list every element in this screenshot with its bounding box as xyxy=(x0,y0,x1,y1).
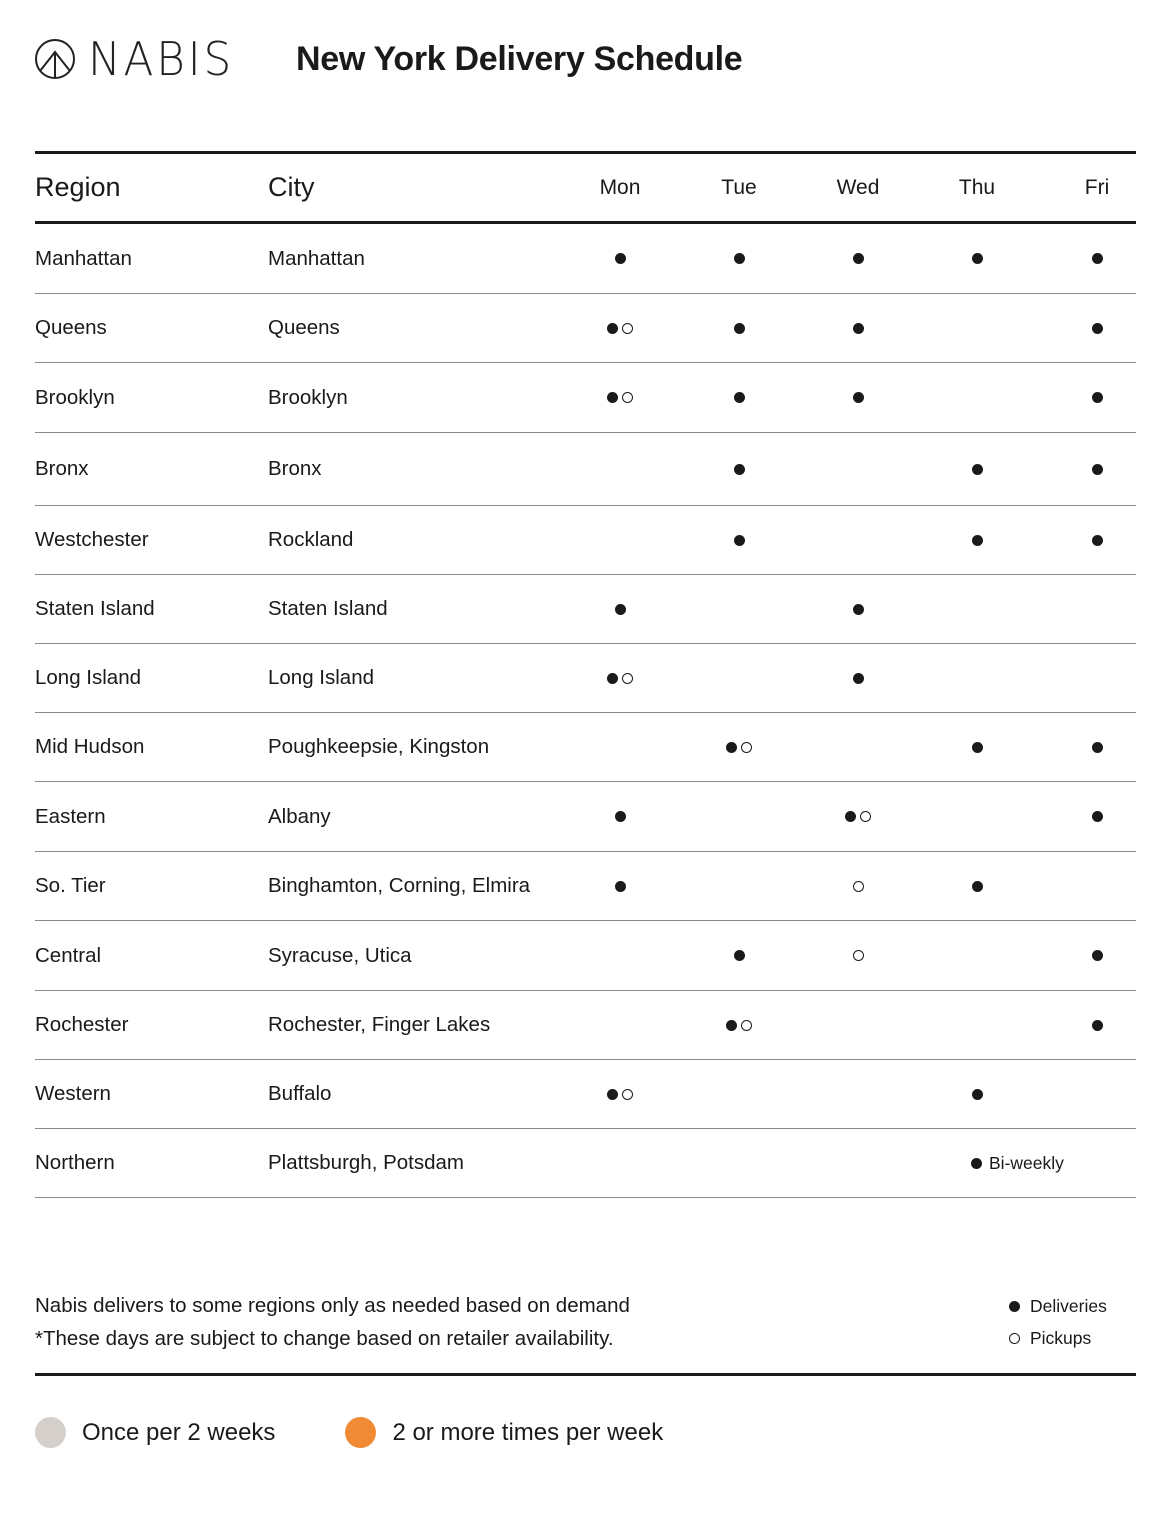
day-cell-mon xyxy=(580,644,660,712)
region-cell: Central xyxy=(35,943,102,967)
day-cell-tue xyxy=(699,713,779,781)
region-cell: Queens xyxy=(35,316,107,339)
delivery-dot-icon xyxy=(1092,392,1103,403)
delivery-dot-icon xyxy=(1092,950,1103,961)
day-cell-fri xyxy=(1057,991,1137,1059)
delivery-dot-icon xyxy=(734,323,745,334)
day-cell-thu xyxy=(971,1129,1131,1197)
pickup-dot-icon xyxy=(622,392,633,403)
delivery-dot-icon xyxy=(615,604,626,615)
pickup-dot-icon xyxy=(741,742,752,753)
delivery-dot-icon xyxy=(972,881,983,892)
day-cell-wed xyxy=(818,852,898,920)
city-cell: Brooklyn xyxy=(268,385,348,409)
delivery-dot-icon xyxy=(615,811,626,822)
day-cell-thu xyxy=(937,852,1017,920)
table-row xyxy=(35,713,1136,782)
delivery-dot-icon xyxy=(972,464,983,475)
delivery-dot-icon xyxy=(853,323,864,334)
pickup-dot-icon xyxy=(853,950,864,961)
city-cell: Albany xyxy=(268,804,331,828)
delivery-dot-icon xyxy=(734,535,745,546)
delivery-dot-icon xyxy=(853,604,864,615)
filled-dot-icon xyxy=(1009,1301,1020,1312)
pickup-dot-icon xyxy=(741,1020,752,1031)
day-cell-mon xyxy=(580,363,660,432)
day-cell-fri xyxy=(1057,363,1137,432)
pickup-dot-icon xyxy=(853,881,864,892)
nabis-logo xyxy=(34,32,242,86)
legend-deliveries-label: Deliveries xyxy=(1030,1296,1107,1316)
city-cell: Syracuse, Utica xyxy=(268,943,412,967)
column-header-wed: Wed xyxy=(836,176,880,199)
day-cell-tue xyxy=(699,294,779,362)
region-cell: Northern xyxy=(35,1151,115,1174)
city-cell: Staten Island xyxy=(268,597,388,620)
day-cell-mon xyxy=(580,575,660,643)
region-cell: Long Island xyxy=(35,666,142,689)
table-row xyxy=(35,782,1136,852)
column-header-region: Region xyxy=(35,172,121,202)
legend-once-per-2-weeks xyxy=(35,1417,275,1448)
day-cell-fri xyxy=(1057,782,1137,851)
delivery-dot-icon xyxy=(1092,323,1103,334)
nabis-mountain-icon xyxy=(34,38,76,80)
column-header-tue: Tue xyxy=(721,176,757,199)
delivery-dot-icon xyxy=(607,673,618,684)
city-cell: Buffalo xyxy=(268,1082,332,1105)
table-row xyxy=(35,575,1136,644)
column-header-city: City xyxy=(268,172,315,202)
gray-swatch-icon xyxy=(35,1417,66,1448)
column-header-mon: Mon xyxy=(599,176,641,199)
table-row xyxy=(35,921,1136,991)
delivery-dot-icon xyxy=(734,253,745,264)
legend-twice-label: 2 or more times per week xyxy=(392,1418,664,1446)
column-header-fri: Fri xyxy=(1084,176,1110,199)
delivery-dot-icon xyxy=(607,323,618,334)
city-cell: Bronx xyxy=(268,457,322,480)
table-row xyxy=(35,991,1136,1060)
delivery-dot-icon xyxy=(853,253,864,264)
frequency-note: Bi-weekly xyxy=(989,1152,1064,1173)
delivery-dot-icon xyxy=(726,1020,737,1031)
table-row xyxy=(35,363,1136,433)
city-cell: Binghamton, Corning, Elmira xyxy=(268,874,531,897)
city-cell: Long Island xyxy=(268,666,375,689)
table-row xyxy=(35,644,1136,713)
day-cell-wed xyxy=(818,363,898,432)
footnote-availability: *These days are subject to change based on retailer availability. xyxy=(35,1327,614,1350)
city-cell: Queens xyxy=(268,316,340,339)
table-row xyxy=(35,506,1136,575)
delivery-dot-icon xyxy=(607,1089,618,1100)
pickup-dot-icon xyxy=(622,323,633,334)
day-cell-tue xyxy=(699,363,779,432)
region-cell: Brooklyn xyxy=(35,385,115,409)
city-cell: Poughkeepsie, Kingston xyxy=(268,735,490,758)
region-cell: Western xyxy=(35,1082,111,1105)
city-cell: Rochester, Finger Lakes xyxy=(268,1013,491,1036)
day-cell-thu xyxy=(937,224,1017,293)
table-header xyxy=(35,151,1136,224)
marker-legend xyxy=(1009,1290,1107,1354)
day-cell-thu xyxy=(937,713,1017,781)
region-cell: Rochester xyxy=(35,1013,129,1036)
region-cell: Westchester xyxy=(35,528,149,551)
day-cell-mon xyxy=(580,224,660,293)
delivery-dot-icon xyxy=(972,1089,983,1100)
delivery-dot-icon xyxy=(972,535,983,546)
day-cell-wed xyxy=(818,644,898,712)
delivery-dot-icon xyxy=(734,392,745,403)
day-cell-tue xyxy=(699,991,779,1059)
delivery-dot-icon xyxy=(615,881,626,892)
delivery-dot-icon xyxy=(971,1158,982,1169)
brand-name: NABIS xyxy=(88,32,235,86)
delivery-dot-icon xyxy=(1092,535,1103,546)
table-row xyxy=(35,1060,1136,1129)
delivery-dot-icon xyxy=(853,673,864,684)
delivery-schedule-table xyxy=(35,151,1136,1198)
city-cell: Manhattan xyxy=(268,246,365,270)
legend-deliveries xyxy=(1009,1290,1107,1322)
day-cell-tue xyxy=(699,506,779,574)
legend-pickups xyxy=(1009,1322,1107,1354)
page-title: New York Delivery Schedule xyxy=(296,40,743,78)
table-body xyxy=(35,224,1136,1198)
day-cell-mon xyxy=(580,782,660,851)
day-cell-fri xyxy=(1057,921,1137,990)
delivery-dot-icon xyxy=(845,811,856,822)
delivery-dot-icon xyxy=(1092,742,1103,753)
delivery-dot-icon xyxy=(726,742,737,753)
day-cell-fri xyxy=(1057,433,1137,505)
region-cell: Mid Hudson xyxy=(35,735,145,758)
delivery-dot-icon xyxy=(1092,253,1103,264)
legend-once-label: Once per 2 weeks xyxy=(82,1418,276,1446)
pickup-dot-icon xyxy=(622,1089,633,1100)
day-cell-tue xyxy=(699,224,779,293)
region-cell: Staten Island xyxy=(35,597,155,620)
city-cell: Plattsburgh, Potsdam xyxy=(268,1151,464,1174)
region-cell: So. Tier xyxy=(35,874,106,897)
day-cell-wed xyxy=(818,575,898,643)
delivery-dot-icon xyxy=(607,392,618,403)
orange-swatch-icon xyxy=(345,1417,376,1448)
day-cell-fri xyxy=(1057,224,1137,293)
region-cell: Manhattan xyxy=(35,246,132,270)
day-cell-fri xyxy=(1057,506,1137,574)
pickup-dot-icon xyxy=(860,811,871,822)
frequency-legend xyxy=(35,1417,663,1448)
day-cell-thu xyxy=(937,506,1017,574)
day-cell-wed xyxy=(818,921,898,990)
day-cell-mon xyxy=(580,294,660,362)
column-header-thu: Thu xyxy=(958,176,996,199)
legend-pickups-label: Pickups xyxy=(1030,1328,1092,1348)
delivery-dot-icon xyxy=(853,392,864,403)
footnotes xyxy=(35,1289,630,1355)
day-cell-wed xyxy=(818,224,898,293)
delivery-dot-icon xyxy=(972,253,983,264)
delivery-dot-icon xyxy=(1092,464,1103,475)
delivery-dot-icon xyxy=(972,742,983,753)
table-row xyxy=(35,852,1136,921)
legend-twice-weekly xyxy=(345,1417,663,1448)
footnote-demand: Nabis delivers to some regions only as needed based on demand xyxy=(35,1294,630,1317)
day-cell-tue xyxy=(699,433,779,505)
table-row xyxy=(35,294,1136,363)
day-cell-thu xyxy=(937,1060,1017,1128)
table-row xyxy=(35,1129,1136,1198)
region-cell: Eastern xyxy=(35,804,106,828)
day-cell-wed xyxy=(818,294,898,362)
day-cell-wed xyxy=(818,782,898,851)
delivery-dot-icon xyxy=(734,950,745,961)
day-cell-fri xyxy=(1057,713,1137,781)
city-cell: Rockland xyxy=(268,528,354,551)
pickup-dot-icon xyxy=(622,673,633,684)
open-dot-icon xyxy=(1009,1333,1020,1344)
table-row xyxy=(35,433,1136,506)
delivery-dot-icon xyxy=(1092,811,1103,822)
day-cell-mon xyxy=(580,852,660,920)
delivery-dot-icon xyxy=(1092,1020,1103,1031)
day-cell-fri xyxy=(1057,294,1137,362)
day-cell-thu xyxy=(937,433,1017,505)
table-row xyxy=(35,224,1136,294)
region-cell: Bronx xyxy=(35,457,89,480)
delivery-dot-icon xyxy=(734,464,745,475)
divider xyxy=(35,1373,1136,1376)
day-cell-tue xyxy=(699,921,779,990)
delivery-dot-icon xyxy=(615,253,626,264)
day-cell-mon xyxy=(580,1060,660,1128)
